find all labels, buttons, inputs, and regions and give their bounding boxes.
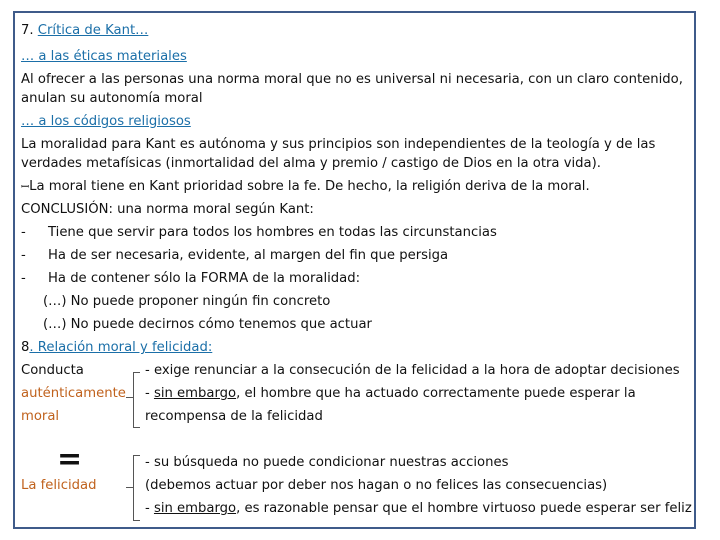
left-label-felicidad: La felicidad xyxy=(21,478,97,493)
list-item-dash: - xyxy=(21,225,26,240)
paragraph-line xyxy=(21,178,590,197)
felicidad-point-cont: (debemos actuar por deber nos hagan o no felices las consecuencias) xyxy=(145,478,608,493)
bracket-tick xyxy=(126,397,133,398)
paragraph-line: Al ofrecer a las personas una norma moral que no es universal ni necesaria, con un claro contenido, xyxy=(21,72,683,87)
felicidad-point xyxy=(145,500,692,518)
sub-list-item: (…) No puede decirnos cómo tenemos que actuar xyxy=(43,317,372,332)
paragraph-line: anulan su autonomía moral xyxy=(21,91,203,106)
point-text: , el hombre que ha actuado correctamente puede esperar la xyxy=(236,386,636,401)
left-label-moral: moral xyxy=(21,409,60,424)
point-text: , es razonable pensar que el hombre virtuoso puede esperar ser feliz xyxy=(236,501,692,516)
left-label-conducta: Conducta xyxy=(21,363,84,378)
dash-text: - xyxy=(145,386,154,401)
religious-codes-link[interactable]: … a los códigos religiosos xyxy=(21,114,191,129)
conducta-point: - exige renunciar a la consecución de la felicidad a la hora de adoptar decisiones xyxy=(145,363,680,378)
bracket-conducta xyxy=(133,372,140,428)
material-ethics-link[interactable]: … a las éticas materiales xyxy=(21,49,187,64)
conclusion-heading: CONCLUSIÓN: una norma moral según Kant: xyxy=(21,202,314,217)
section-7-number: 7. xyxy=(21,23,38,38)
bullet-mark: ꟷ xyxy=(21,182,30,193)
moral-happiness-link[interactable]: . Relación moral y felicidad: xyxy=(29,340,213,355)
bracket-felicidad xyxy=(133,455,140,521)
list-item-dash: - xyxy=(21,248,26,263)
equals-sign: = xyxy=(57,442,83,477)
sin-embargo-text: sin embargo xyxy=(153,386,237,401)
list-item: Ha de ser necesaria, evidente, al margen del fin que persiga xyxy=(48,248,449,263)
bracket-tick xyxy=(126,487,133,488)
paragraph-line: La moralidad para Kant es autónoma y sus principios son independientes de la teología y de las xyxy=(21,137,656,152)
paragraph-text: La moral tiene en Kant prioridad sobre la fe. De hecho, la religión deriva de la moral. xyxy=(29,179,590,194)
kant-critique-link[interactable]: Crítica de Kant… xyxy=(37,23,149,38)
list-item: Tiene que servir para todos los hombres en todas las circunstancias xyxy=(48,225,497,240)
paragraph-line: verdades metafísicas (inmortalidad del alma y premio / castigo de Dios en la otra vida). xyxy=(21,156,601,171)
conducta-point-cont: recompensa de la felicidad xyxy=(145,409,323,424)
left-label-autenticamente: auténticamente xyxy=(21,386,126,401)
conducta-point xyxy=(145,385,636,403)
dash-text: - xyxy=(145,501,154,516)
section-8-number: 8 xyxy=(21,340,30,355)
list-item: Ha de contener sólo la FORMA de la moralidad: xyxy=(48,271,361,286)
sub-list-item: (…) No puede proponer ningún fin concreto xyxy=(43,294,331,309)
section-8-heading xyxy=(21,339,212,357)
section-7-heading xyxy=(21,22,148,40)
felicidad-point: - su búsqueda no puede condicionar nuestras acciones xyxy=(145,455,509,470)
sin-embargo-text: sin embargo xyxy=(153,501,237,516)
list-item-dash: - xyxy=(21,271,26,286)
